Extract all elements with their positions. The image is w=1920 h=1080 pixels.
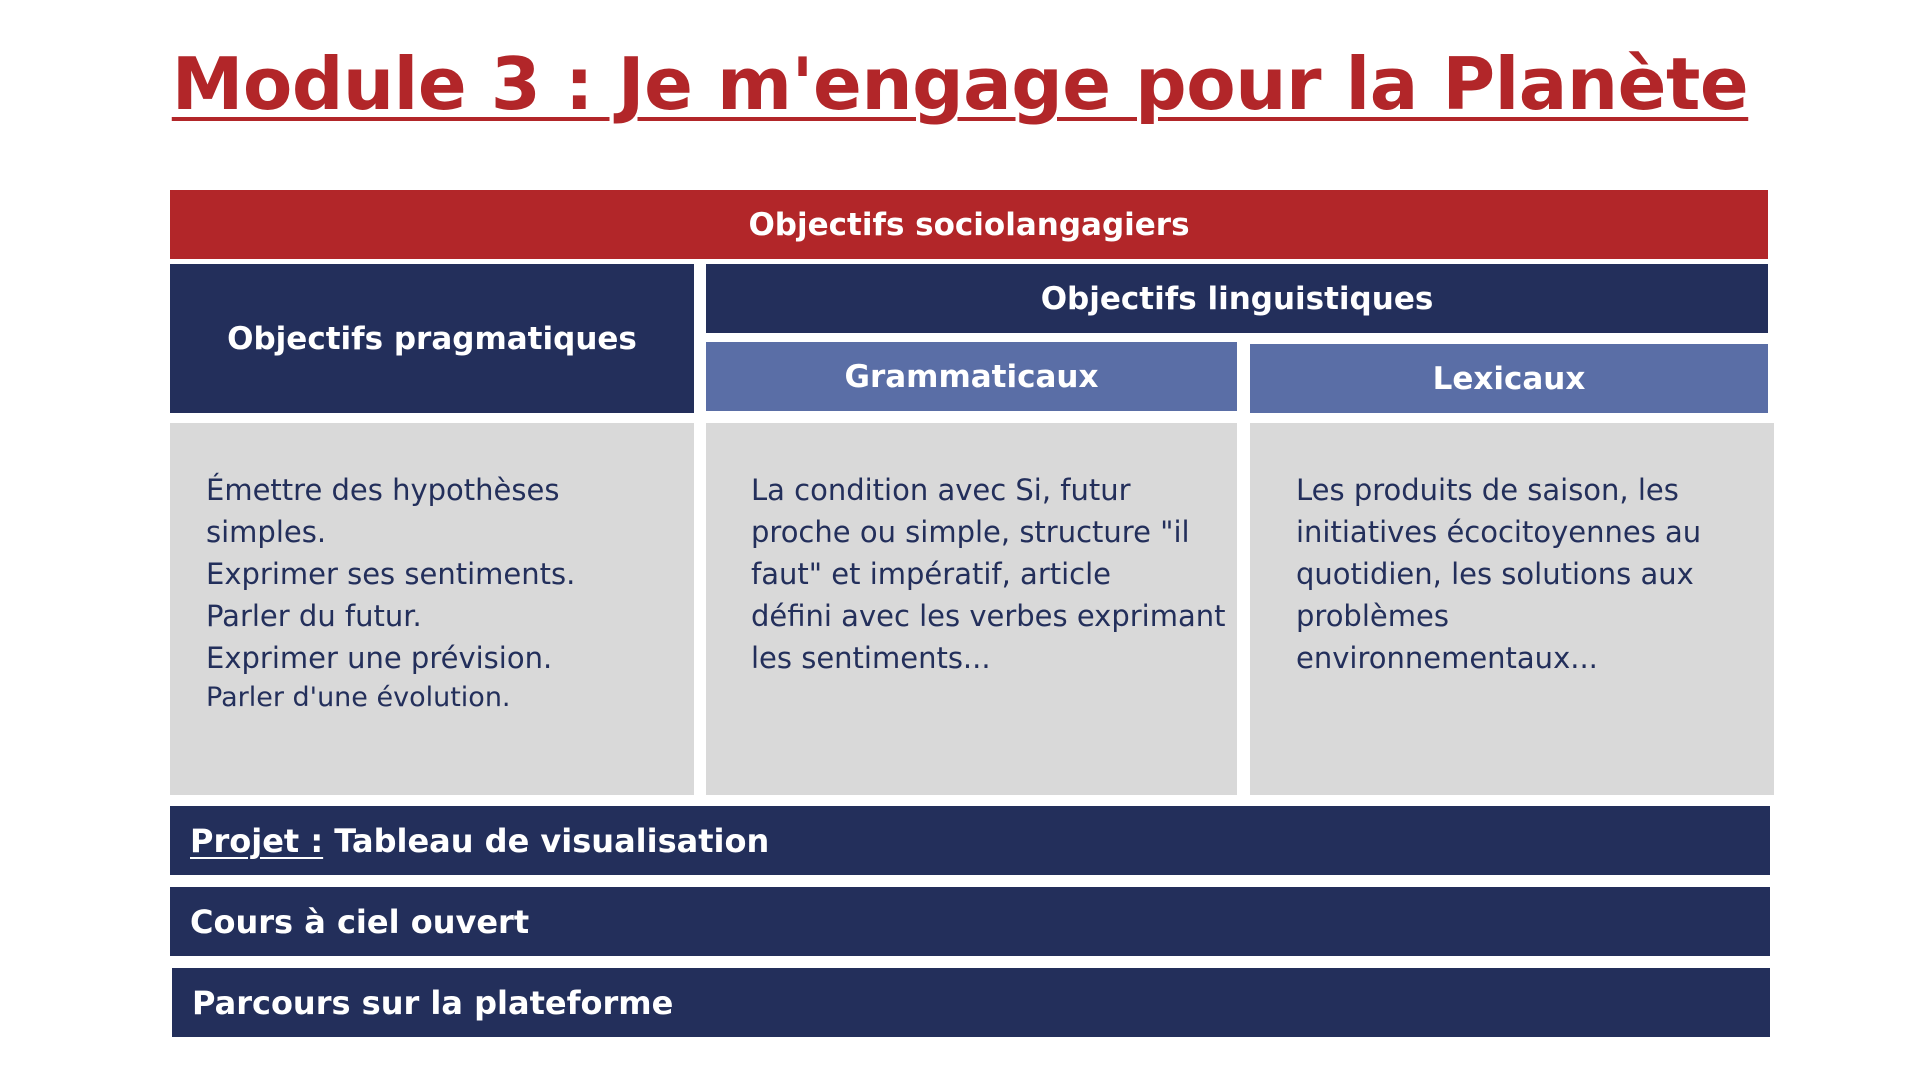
pragmatique-line: Exprimer ses sentiments. xyxy=(206,557,576,591)
lexicaux-line: Les produits de saison, les xyxy=(1296,473,1679,507)
header-pragmatiques-label: Objectifs pragmatiques xyxy=(227,320,637,357)
grammaticaux-line: proche ou simple, structure "il xyxy=(751,515,1190,549)
header-lexicaux-label: Lexicaux xyxy=(1432,360,1586,397)
projet-text: Tableau de visualisation xyxy=(323,821,770,860)
grammaticaux-line: faut" et impératif, article xyxy=(751,557,1112,591)
parcours-label: Parcours sur la plateforme xyxy=(192,983,674,1022)
header-lexicaux xyxy=(1250,344,1768,413)
lexicaux-line: environnementaux... xyxy=(1296,641,1598,675)
row-parcours xyxy=(172,968,1770,1037)
projet-label: Projet : xyxy=(190,821,324,860)
page-title: Module 3 : Je m'engage pour la Planète xyxy=(171,42,1749,126)
row-projet xyxy=(170,806,1770,875)
header-socio-label: Objectifs sociolangagiers xyxy=(748,206,1190,243)
pragmatique-line: Parler du futur. xyxy=(206,599,422,633)
pragmatique-line: Parler d'une évolution. xyxy=(206,682,511,713)
header-linguistiques xyxy=(706,264,1768,333)
cell-grammaticaux xyxy=(706,423,1237,795)
row-cours xyxy=(170,887,1770,956)
header-linguistiques-label: Objectifs linguistiques xyxy=(1040,280,1434,317)
header-grammaticaux-label: Grammaticaux xyxy=(844,358,1099,395)
pragmatique-line: Émettre des hypothèses xyxy=(206,473,560,507)
cell-pragmatiques xyxy=(170,423,694,795)
lexicaux-line: initiatives écocitoyennes au xyxy=(1296,515,1702,549)
pragmatique-line: simples. xyxy=(206,515,327,549)
header-grammaticaux xyxy=(706,342,1237,411)
header-pragmatiques xyxy=(170,264,694,413)
pragmatique-line: Exprimer une prévision. xyxy=(206,641,553,675)
lexicaux-line: problèmes xyxy=(1296,599,1449,633)
grammaticaux-line: défini avec les verbes exprimant xyxy=(751,599,1226,633)
grammaticaux-line: La condition avec Si, futur xyxy=(751,473,1131,507)
cours-label: Cours à ciel ouvert xyxy=(190,902,530,941)
cell-lexicaux xyxy=(1250,423,1774,795)
grammaticaux-line: les sentiments... xyxy=(751,641,991,675)
lexicaux-line: quotidien, les solutions aux xyxy=(1296,557,1694,591)
header-socio xyxy=(170,190,1768,259)
